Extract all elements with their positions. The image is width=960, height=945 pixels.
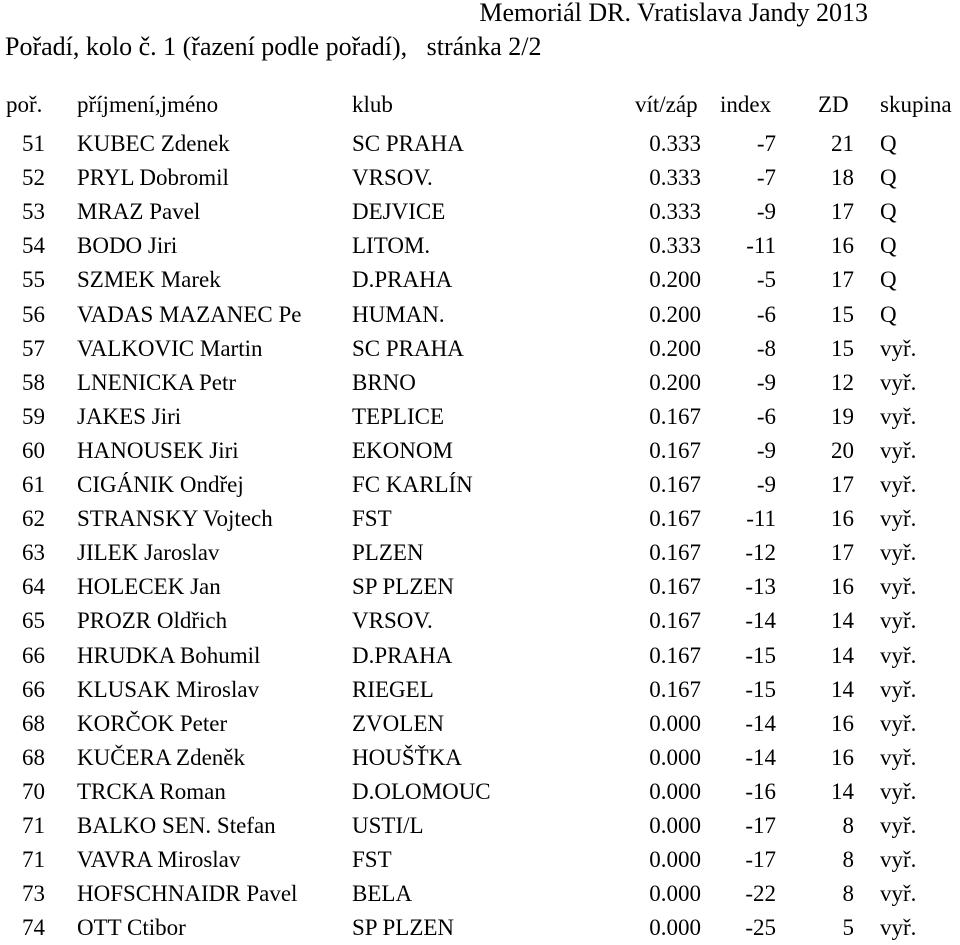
rank-cell: 63 bbox=[22, 540, 45, 566]
rank-cell: 51 bbox=[22, 131, 45, 156]
rank-cell: 66 bbox=[22, 676, 45, 702]
name-cell: SZMEK Marek bbox=[77, 267, 221, 293]
group-cell: vyř. bbox=[880, 676, 917, 702]
table-row bbox=[0, 843, 960, 877]
table-row bbox=[0, 263, 960, 297]
table-row bbox=[0, 639, 960, 673]
zd-cell: 18 bbox=[831, 165, 854, 191]
club-cell: LITOM. bbox=[352, 233, 431, 259]
zd-cell: 16 bbox=[831, 710, 854, 736]
rank-cell: 65 bbox=[22, 608, 45, 634]
table-row bbox=[0, 536, 960, 570]
table-row bbox=[0, 127, 960, 161]
name-cell: LNENICKA Petr bbox=[77, 369, 237, 395]
group-cell: vyř. bbox=[880, 847, 917, 873]
zd-cell: 8 bbox=[842, 847, 854, 873]
index-cell: -17 bbox=[745, 813, 776, 838]
rank-cell: 73 bbox=[22, 881, 45, 907]
column-header-zd: ZD bbox=[818, 92, 849, 117]
club-cell: SP PLZEN bbox=[352, 574, 455, 600]
name-cell: CIGÁNIK Ondřej bbox=[77, 472, 244, 497]
zd-cell: 15 bbox=[831, 335, 854, 361]
club-cell: DEJVICE bbox=[352, 199, 446, 225]
rank-cell: 58 bbox=[22, 369, 45, 395]
zd-cell: 8 bbox=[842, 881, 854, 907]
zd-cell: 17 bbox=[831, 472, 854, 497]
rank-cell: 71 bbox=[22, 847, 45, 873]
club-cell: SC PRAHA bbox=[352, 131, 464, 156]
table-row bbox=[0, 298, 960, 332]
ratio-cell: 0.000 bbox=[649, 915, 701, 941]
ratio-cell: 0.000 bbox=[649, 778, 701, 804]
rank-cell: 55 bbox=[22, 267, 45, 293]
ratio-cell: 0.167 bbox=[649, 437, 701, 463]
group-cell: vyř. bbox=[880, 437, 917, 463]
table-row bbox=[0, 741, 960, 775]
zd-cell: 20 bbox=[831, 437, 854, 463]
column-header-club: klub bbox=[352, 92, 393, 117]
ratio-cell: 0.000 bbox=[649, 813, 701, 838]
club-cell: SP PLZEN bbox=[352, 915, 455, 941]
index-cell: -9 bbox=[756, 472, 776, 497]
index-cell: -15 bbox=[745, 676, 776, 702]
rank-cell: 54 bbox=[22, 233, 45, 259]
index-cell: -16 bbox=[745, 778, 776, 804]
ratio-cell: 0.000 bbox=[649, 710, 701, 736]
group-cell: vyř. bbox=[880, 881, 917, 907]
zd-cell: 14 bbox=[831, 778, 854, 804]
index-cell: -25 bbox=[745, 915, 776, 941]
name-cell: TRCKA Roman bbox=[77, 778, 226, 804]
index-cell: -11 bbox=[746, 506, 776, 532]
table-row bbox=[0, 502, 960, 536]
table-row bbox=[0, 775, 960, 809]
group-cell: Q bbox=[880, 267, 897, 293]
ratio-cell: 0.333 bbox=[649, 131, 701, 156]
ratio-cell: 0.333 bbox=[649, 199, 701, 225]
name-cell: HOLECEK Jan bbox=[77, 574, 221, 600]
zd-cell: 16 bbox=[831, 574, 854, 600]
group-cell: vyř. bbox=[880, 710, 917, 736]
group-cell: vyř. bbox=[880, 369, 917, 395]
zd-cell: 14 bbox=[831, 608, 854, 634]
name-cell: HRUDKA Bohumil bbox=[77, 642, 261, 668]
rank-cell: 74 bbox=[22, 915, 45, 941]
zd-cell: 17 bbox=[831, 267, 854, 293]
ratio-cell: 0.200 bbox=[649, 267, 701, 293]
index-cell: -15 bbox=[745, 642, 776, 668]
group-cell: Q bbox=[880, 165, 897, 191]
ratio-cell: 0.000 bbox=[649, 744, 701, 770]
zd-cell: 15 bbox=[831, 301, 854, 327]
group-cell: vyř. bbox=[880, 915, 917, 941]
name-cell: JAKES Jiri bbox=[77, 403, 182, 429]
name-cell: BALKO SEN. Stefan bbox=[77, 813, 276, 838]
document-title: Memoriál DR. Vratislava Jandy 2013 bbox=[479, 0, 868, 27]
ratio-cell: 0.200 bbox=[649, 335, 701, 361]
group-cell: vyř. bbox=[880, 403, 917, 429]
ratio-cell: 0.000 bbox=[649, 847, 701, 873]
zd-cell: 14 bbox=[831, 642, 854, 668]
club-cell: HUMAN. bbox=[352, 301, 445, 327]
group-cell: vyř. bbox=[880, 744, 917, 770]
rank-cell: 61 bbox=[22, 472, 45, 497]
rank-cell: 56 bbox=[22, 301, 45, 327]
zd-cell: 21 bbox=[831, 131, 854, 156]
ratio-cell: 0.200 bbox=[649, 369, 701, 395]
rank-cell: 68 bbox=[22, 744, 45, 770]
zd-cell: 5 bbox=[842, 915, 854, 941]
ratio-cell: 0.167 bbox=[649, 540, 701, 566]
name-cell: KORČOK Peter bbox=[77, 710, 228, 736]
table-header bbox=[0, 88, 960, 122]
group-cell: Q bbox=[880, 199, 897, 225]
rank-cell: 59 bbox=[22, 403, 45, 429]
index-cell: -14 bbox=[745, 608, 776, 634]
rank-cell: 66 bbox=[22, 642, 45, 668]
column-header-index: index bbox=[720, 92, 772, 117]
table-row bbox=[0, 911, 960, 945]
name-cell: VADAS MAZANEC Pe bbox=[77, 301, 302, 327]
group-cell: Q bbox=[880, 131, 897, 156]
rank-cell: 64 bbox=[22, 574, 45, 600]
table-row bbox=[0, 468, 960, 502]
name-cell: KUČERA Zdeněk bbox=[77, 744, 246, 770]
club-cell: D.PRAHA bbox=[352, 267, 453, 293]
index-cell: -11 bbox=[746, 233, 776, 259]
column-header-rank: poř. bbox=[6, 92, 43, 117]
ratio-cell: 0.167 bbox=[649, 574, 701, 600]
index-cell: -17 bbox=[745, 847, 776, 873]
name-cell: HANOUSEK Jiri bbox=[77, 437, 239, 463]
zd-cell: 19 bbox=[831, 403, 854, 429]
rank-cell: 52 bbox=[22, 165, 45, 191]
rank-cell: 71 bbox=[22, 813, 45, 838]
group-cell: vyř. bbox=[880, 813, 917, 838]
name-cell: MRAZ Pavel bbox=[77, 199, 201, 225]
zd-cell: 16 bbox=[831, 233, 854, 259]
index-cell: -6 bbox=[756, 403, 776, 429]
column-header-name: příjmení,jméno bbox=[77, 92, 219, 117]
table-row bbox=[0, 161, 960, 195]
name-cell: OTT Ctibor bbox=[77, 915, 186, 941]
table-row bbox=[0, 434, 960, 468]
index-cell: -9 bbox=[756, 199, 776, 225]
group-cell: vyř. bbox=[880, 574, 917, 600]
name-cell: VAVRA Miroslav bbox=[77, 847, 241, 873]
index-cell: -22 bbox=[745, 881, 776, 907]
club-cell: VRSOV. bbox=[352, 608, 433, 634]
ratio-cell: 0.333 bbox=[649, 233, 701, 259]
index-cell: -7 bbox=[756, 131, 776, 156]
club-cell: BRNO bbox=[352, 369, 416, 395]
rank-cell: 53 bbox=[22, 199, 45, 225]
rank-cell: 57 bbox=[22, 335, 45, 361]
name-cell: KUBEC Zdenek bbox=[77, 131, 230, 156]
table-row bbox=[0, 604, 960, 638]
ratio-cell: 0.167 bbox=[649, 403, 701, 429]
name-cell: JILEK Jaroslav bbox=[77, 540, 220, 566]
club-cell: FST bbox=[352, 847, 392, 873]
table-row bbox=[0, 809, 960, 843]
name-cell: STRANSKY Vojtech bbox=[77, 506, 273, 532]
club-cell: TEPLICE bbox=[352, 403, 444, 429]
document-subtitle: Pořadí, kolo č. 1 (řazení podle pořadí), stránka 2/2 bbox=[5, 32, 542, 61]
zd-cell: 14 bbox=[831, 676, 854, 702]
group-cell: vyř. bbox=[880, 472, 917, 497]
ratio-cell: 0.167 bbox=[649, 472, 701, 497]
index-cell: -14 bbox=[745, 744, 776, 770]
club-cell: D.PRAHA bbox=[352, 642, 453, 668]
ratio-cell: 0.333 bbox=[649, 165, 701, 191]
rank-cell: 68 bbox=[22, 710, 45, 736]
rank-cell: 70 bbox=[22, 778, 45, 804]
table-row bbox=[0, 400, 960, 434]
group-cell: vyř. bbox=[880, 642, 917, 668]
ratio-cell: 0.200 bbox=[649, 301, 701, 327]
zd-cell: 16 bbox=[831, 506, 854, 532]
club-cell: VRSOV. bbox=[352, 165, 433, 191]
name-cell: PRYL Dobromil bbox=[77, 165, 229, 191]
club-cell: PLZEN bbox=[352, 540, 424, 566]
club-cell: FST bbox=[352, 506, 392, 532]
name-cell: PROZR Oldřich bbox=[77, 608, 228, 634]
club-cell: FC KARLÍN bbox=[352, 472, 473, 497]
club-cell: USTI/L bbox=[352, 813, 424, 838]
group-cell: vyř. bbox=[880, 335, 917, 361]
group-cell: vyř. bbox=[880, 506, 917, 532]
zd-cell: 16 bbox=[831, 744, 854, 770]
index-cell: -12 bbox=[745, 540, 776, 566]
zd-cell: 8 bbox=[842, 813, 854, 838]
table-row bbox=[0, 877, 960, 911]
table-row bbox=[0, 195, 960, 229]
club-cell: BELA bbox=[352, 881, 413, 907]
name-cell: VALKOVIC Martin bbox=[77, 335, 263, 361]
group-cell: vyř. bbox=[880, 778, 917, 804]
zd-cell: 17 bbox=[831, 199, 854, 225]
index-cell: -8 bbox=[756, 335, 776, 361]
group-cell: Q bbox=[880, 301, 897, 327]
zd-cell: 17 bbox=[831, 540, 854, 566]
club-cell: D.OLOMOUC bbox=[352, 778, 491, 804]
column-header-group: skupina bbox=[880, 92, 952, 117]
rank-cell: 62 bbox=[22, 506, 45, 532]
group-cell: Q bbox=[880, 233, 897, 259]
index-cell: -14 bbox=[745, 710, 776, 736]
club-cell: RIEGEL bbox=[352, 676, 434, 702]
ratio-cell: 0.000 bbox=[649, 881, 701, 907]
index-cell: -13 bbox=[745, 574, 776, 600]
table-row bbox=[0, 707, 960, 741]
club-cell: ZVOLEN bbox=[352, 710, 444, 736]
column-header-ratio: vít/záp bbox=[635, 92, 698, 117]
index-cell: -9 bbox=[756, 437, 776, 463]
ratio-cell: 0.167 bbox=[649, 642, 701, 668]
ratio-cell: 0.167 bbox=[649, 676, 701, 702]
club-cell: EKONOM bbox=[352, 437, 453, 463]
club-cell: HOUŠŤKA bbox=[352, 744, 462, 770]
index-cell: -9 bbox=[756, 369, 776, 395]
rank-cell: 60 bbox=[22, 437, 45, 463]
table-row bbox=[0, 366, 960, 400]
zd-cell: 12 bbox=[831, 369, 854, 395]
table-row bbox=[0, 332, 960, 366]
index-cell: -5 bbox=[756, 267, 776, 293]
table-row bbox=[0, 229, 960, 263]
index-cell: -7 bbox=[756, 165, 776, 191]
name-cell: HOFSCHNAIDR Pavel bbox=[77, 881, 298, 907]
group-cell: vyř. bbox=[880, 608, 917, 634]
name-cell: KLUSAK Miroslav bbox=[77, 676, 260, 702]
ratio-cell: 0.167 bbox=[649, 608, 701, 634]
ratio-cell: 0.167 bbox=[649, 506, 701, 532]
club-cell: SC PRAHA bbox=[352, 335, 464, 361]
name-cell: BODO Jiri bbox=[77, 233, 178, 259]
index-cell: -6 bbox=[756, 301, 776, 327]
table-row bbox=[0, 570, 960, 604]
group-cell: vyř. bbox=[880, 540, 917, 566]
table-row bbox=[0, 673, 960, 707]
